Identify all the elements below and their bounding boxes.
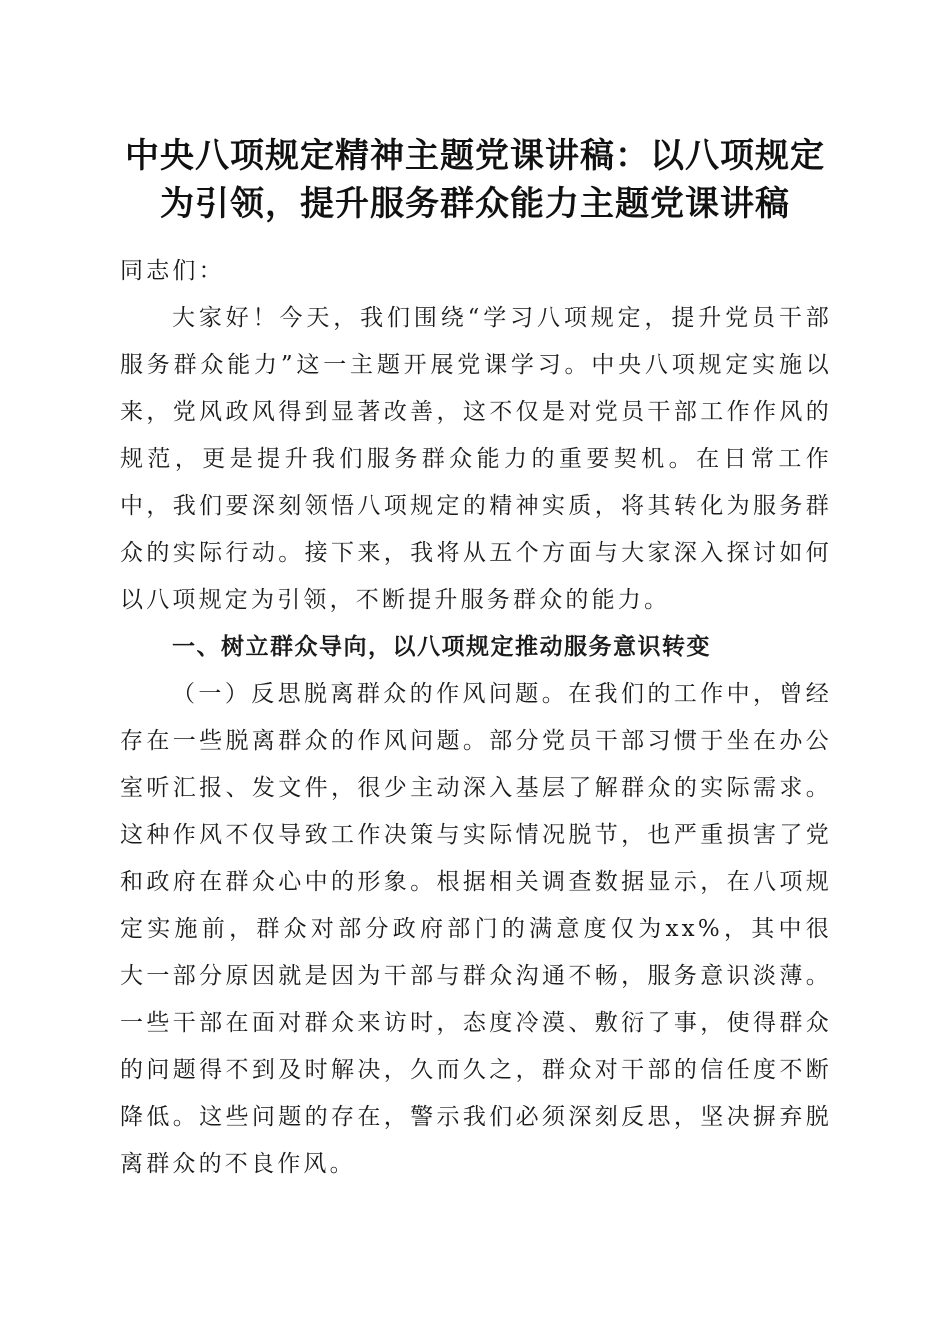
title-line-1: 中央八项规定精神主题党课讲稿：以八项规定 — [125, 136, 825, 176]
subsection-heading: （一）反思脱离群众的作风问题。 — [172, 681, 569, 707]
intro-paragraph: 大家好！今天，我们围绕“学习八项规定，提升党员干部服务群众能力”这一主题开展党课学习。中央八项规定实施以来，党风政风得到显著改善，这不仅是对党员干部工作作风的规范，更是提升我们服务群众能力的重要契机。在日常工作中，我们要深刻领悟八项规定的精神实质，将其转化为服务群众的实际行动。接下来，我将从五个方面与大家深入探讨如何以八项规定为引领，不断提升服务群众的能力。 — [120, 305, 832, 613]
salutation: 同志们： — [120, 258, 225, 284]
title-line-2: 为引领，提升服务群众能力主题党课讲稿 — [160, 184, 790, 224]
document-title — [100, 132, 850, 228]
subsection-body: 在我们的工作中，曾经存在一些脱离群众的作风问题。部分党员干部习惯于坐在办公室听汇报、发文件，很少主动深入基层了解群众的实际需求。这种作风不仅导致工作决策与实际情况脱节，也严重损害了党和政府在群众心中的形象。根据相关调查数据显示，在八项规定实施前，群众对部分政府部门的满意度仅为xx%，其中很大一部分原因就是因为干部与群众沟通不畅，服务意识淡薄。一些干部在面对群众来访时，态度冷漠、敷衍了事，使得群众的问题得不到及时解决，久而久之，群众对干部的信任度不断降低。这些问题的存在，警示我们必须深刻反思，坚决摒弃脱离群众的不良作风。 — [120, 681, 833, 1177]
section-heading: 一、树立群众导向，以八项规定推动服务意识转变 — [172, 634, 711, 660]
document-body — [120, 248, 832, 1188]
subsection-paragraph — [120, 671, 832, 1188]
